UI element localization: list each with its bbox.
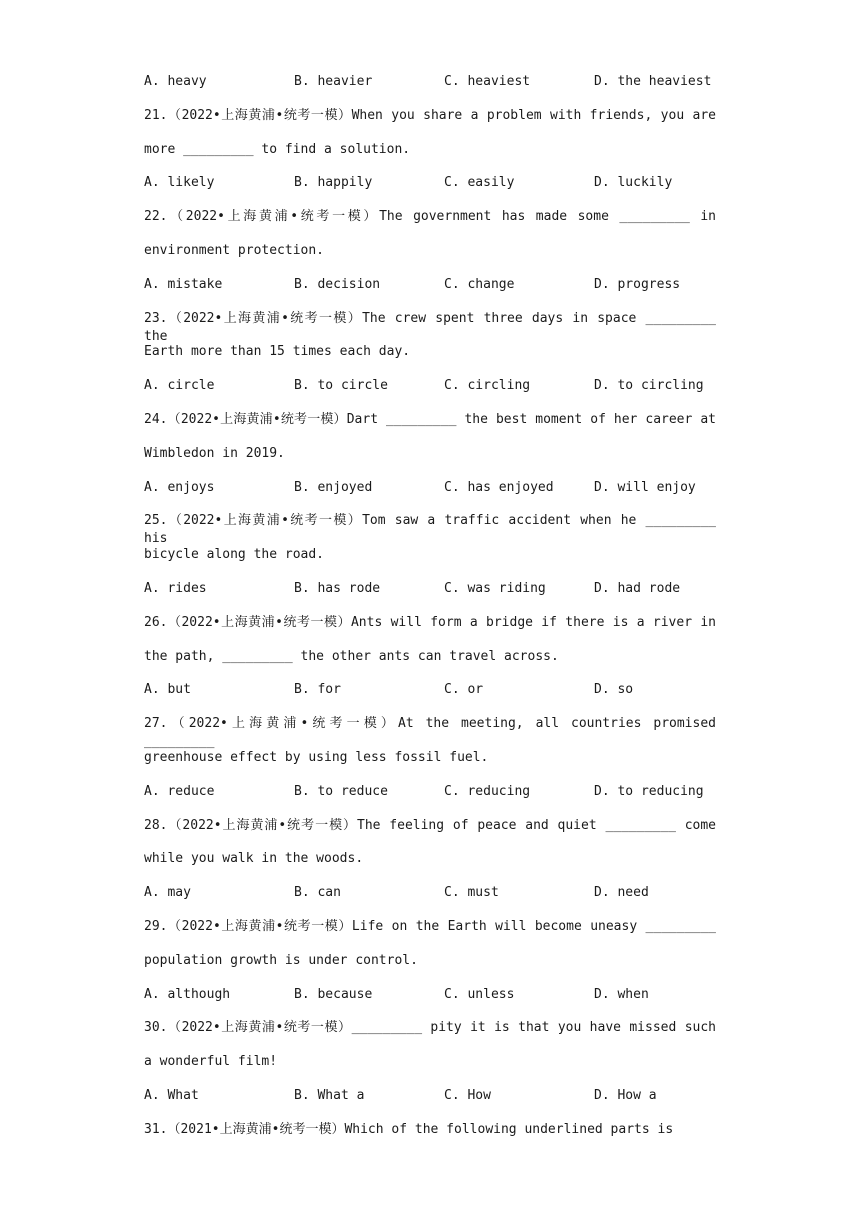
q21-option-c[interactable]: C. easily — [444, 175, 515, 191]
q23-option-d[interactable]: D. to circling — [594, 378, 704, 394]
q23-option-b[interactable]: B. to circle — [294, 378, 388, 394]
q24-text-line: Wimbledon in 2019. — [144, 445, 285, 461]
q28-option-c[interactable]: C. must — [444, 885, 499, 901]
q29-text-line: 29.（2022•上海黄浦•统考一模）Life on the Earth will become uneasy _________ — [144, 919, 716, 934]
q30-option-c[interactable]: C. How — [444, 1088, 491, 1103]
q25-option-c[interactable]: C. was riding — [444, 581, 546, 596]
q21-text-line: more _________ to find a solution. — [144, 141, 411, 157]
q30-text-line: 30.（2022•上海黄浦•统考一模）_________ pity it is that you have missed such — [144, 1020, 716, 1036]
q25-text-line: bicycle along the road. — [144, 547, 325, 563]
q20-option-c[interactable]: C. heaviest — [444, 74, 531, 89]
q23-options — [144, 377, 744, 395]
q30-option-a[interactable]: A. What — [144, 1088, 199, 1103]
q29-options — [144, 986, 744, 1004]
q20-option-d[interactable]: D. the heaviest — [594, 74, 712, 89]
q27-text-line: 27.（2022•上海黄浦•统考一模）At the meeting, all countries promised _________ — [144, 716, 716, 750]
q25-option-b[interactable]: B. has rode — [294, 581, 381, 596]
q26-text-line: 26.（2022•上海黄浦•统考一模）Ants will form a bridge if there is a river in — [144, 614, 716, 630]
q22-option-c[interactable]: C. change — [444, 276, 515, 292]
q27-text-line: greenhouse effect by using less fossil fuel. — [144, 750, 489, 765]
q27-options — [144, 783, 744, 801]
q26-option-a[interactable]: A. but — [144, 682, 191, 698]
q26-text-line: the path, _________ the other ants can travel across. — [144, 648, 559, 664]
q22-text-line: environment protection. — [144, 243, 325, 258]
q21-option-d[interactable]: D. luckily — [594, 175, 673, 191]
q31-text-line: 31.（2021•上海黄浦•统考一模）Which of the following underlined parts is — [144, 1121, 674, 1137]
q27-option-a[interactable]: A. reduce — [144, 783, 215, 799]
q29-text-line: population growth is under control. — [144, 952, 418, 968]
q24-option-c[interactable]: C. has enjoyed — [444, 479, 554, 495]
q30-option-d[interactable]: D. How a — [594, 1088, 657, 1103]
q29-option-b[interactable]: B. because — [294, 986, 373, 1002]
q20-option-a[interactable]: A. heavy — [144, 74, 207, 89]
q24-text-line: 24.（2022•上海黄浦•统考一模）Dart _________ the best moment of her career at — [144, 412, 716, 427]
q21-text-line: 21.（2022•上海黄浦•统考一模）When you share a problem with friends, you are — [144, 107, 716, 123]
q22-text-line: 22.（2022•上海黄浦•统考一模）The government has made some _________ in — [144, 209, 716, 225]
q29-option-d[interactable]: D. when — [594, 986, 649, 1002]
q30-options — [144, 1087, 744, 1105]
q25-option-d[interactable]: D. had rode — [594, 581, 681, 596]
q23-text-line: 23.（2022•上海黄浦•统考一模）The crew spent three days in space _________ the — [144, 310, 716, 344]
q26-option-b[interactable]: B. for — [294, 682, 341, 698]
q28-option-a[interactable]: A. may — [144, 885, 191, 901]
q27-option-c[interactable]: C. reducing — [444, 783, 531, 799]
q27-option-b[interactable]: B. to reduce — [294, 783, 388, 799]
q30-text-line: a wonderful film! — [144, 1054, 278, 1070]
q30-option-b[interactable]: B. What a — [294, 1088, 365, 1103]
q20-options — [144, 73, 744, 91]
q22-option-b[interactable]: B. decision — [294, 276, 381, 292]
q25-option-a[interactable]: A. rides — [144, 581, 207, 596]
q28-text-line: 28.（2022•上海黄浦•统考一模）The feeling of peace and quiet _________ come — [144, 817, 716, 833]
q29-option-c[interactable]: C. unless — [444, 986, 515, 1002]
q21-options — [144, 174, 744, 192]
q28-options — [144, 884, 744, 902]
q24-option-a[interactable]: A. enjoys — [144, 479, 215, 495]
q20-option-b[interactable]: B. heavier — [294, 74, 373, 89]
q25-text-line: 25.（2022•上海黄浦•统考一模）Tom saw a traffic accident when he _________ his — [144, 513, 716, 547]
q24-option-d[interactable]: D. will enjoy — [594, 479, 696, 495]
q23-option-c[interactable]: C. circling — [444, 378, 531, 394]
q25-options — [144, 580, 744, 598]
q26-option-d[interactable]: D. so — [594, 682, 634, 698]
q22-option-d[interactable]: D. progress — [594, 276, 681, 292]
q24-option-b[interactable]: B. enjoyed — [294, 479, 373, 495]
q21-option-b[interactable]: B. happily — [294, 175, 373, 191]
q26-option-c[interactable]: C. or — [444, 682, 484, 698]
q24-options — [144, 479, 744, 497]
q28-text-line: while you walk in the woods. — [144, 851, 364, 867]
q28-option-d[interactable]: D. need — [594, 885, 649, 901]
q23-text-line: Earth more than 15 times each day. — [144, 344, 411, 360]
q29-option-a[interactable]: A. although — [144, 986, 231, 1002]
q22-options — [144, 276, 744, 294]
q27-option-d[interactable]: D. to reducing — [594, 783, 704, 799]
q28-option-b[interactable]: B. can — [294, 885, 341, 901]
q26-options — [144, 681, 744, 699]
q23-option-a[interactable]: A. circle — [144, 378, 215, 394]
q22-option-a[interactable]: A. mistake — [144, 276, 223, 292]
q21-option-a[interactable]: A. likely — [144, 175, 215, 191]
